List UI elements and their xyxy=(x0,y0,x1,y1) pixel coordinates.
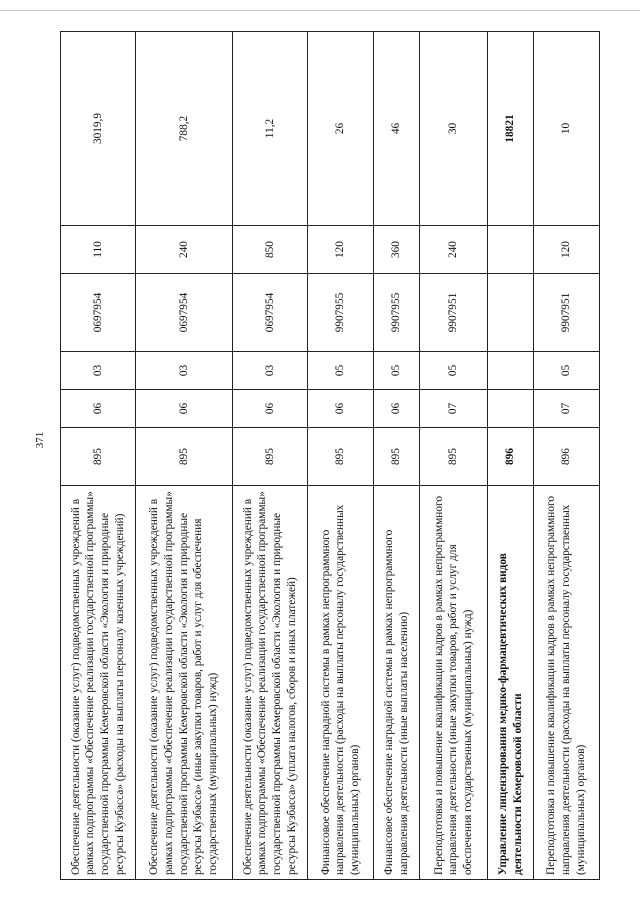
row-description: Финансовое обеспечение наградной системы в рамках непрограммного направления деятельности (иные выплаты населению) xyxy=(374,486,420,880)
expense-type-code: 850 xyxy=(233,226,308,274)
table-row xyxy=(61,32,136,880)
table-body xyxy=(61,32,600,880)
target-article-code: 9907951 xyxy=(533,274,599,352)
amount-value: 46 xyxy=(374,32,420,226)
target-article-code xyxy=(488,274,534,352)
top-rule xyxy=(0,10,640,11)
subsection-code: 05 xyxy=(419,352,487,390)
ved-code: 895 xyxy=(374,428,420,486)
ved-code: 895 xyxy=(233,428,308,486)
expense-type-code: 240 xyxy=(419,226,487,274)
row-description: Обеспечение деятельности (оказание услуг) подведомственных учреждений в рамках подпрограммы «Обеспечение реализации государственной программы» государственной программы Кемеровской области «Экология и природные ресурсы Кузбасса» (расходы на выплаты персоналу казенных учреждений) xyxy=(61,486,136,880)
section-code: 06 xyxy=(308,390,374,428)
subsection-code: 03 xyxy=(135,352,232,390)
amount-value: 26 xyxy=(308,32,374,226)
row-description: Обеспечение деятельности (оказание услуг) подведомственных учреждений в рамках подпрограммы «Обеспечение реализации государственной программы» государственной программы Кемеровской области «Экология и природные ресурсы Кузбасса» (уплата налогов, сборов и иных платежей) xyxy=(233,486,308,880)
expense-type-code xyxy=(488,226,534,274)
row-description: Переподготовка и повышение квалификации кадров в рамках непрограммного направления деятельности (расходы на выплаты персоналу государственных (муниципальных) органов) xyxy=(533,486,599,880)
subsection-code xyxy=(488,352,534,390)
rotated-page xyxy=(60,32,600,880)
amount-value: 10 xyxy=(533,32,599,226)
target-article-code: 0697954 xyxy=(61,274,136,352)
page-number: 371 xyxy=(34,431,46,449)
expense-type-code: 120 xyxy=(533,226,599,274)
table-row xyxy=(533,32,599,880)
section-code xyxy=(488,390,534,428)
amount-value: 11,2 xyxy=(233,32,308,226)
amount-value: 18821 xyxy=(488,32,534,226)
expense-type-code: 240 xyxy=(135,226,232,274)
section-code: 06 xyxy=(61,390,136,428)
ved-code: 896 xyxy=(533,428,599,486)
table-row xyxy=(135,32,232,880)
row-description: Финансовое обеспечение наградной системы в рамках непрограммного направления деятельности (расходы на выплаты персоналу государственных (муниципальных) органов) xyxy=(308,486,374,880)
row-description: Обеспечение деятельности (оказание услуг) подведомственных учреждений в рамках подпрограммы «Обеспечение реализации государственной программы» государственной программы Кемеровской области «Экология и природные ресурсы Кузбасса» (иные закупки товаров, работ и услуг для обеспечения государственных (муниципальных) нужд) xyxy=(135,486,232,880)
budget-table xyxy=(60,31,600,880)
ved-code: 895 xyxy=(61,428,136,486)
table-row xyxy=(374,32,420,880)
target-article-code: 9907955 xyxy=(308,274,374,352)
section-code: 06 xyxy=(233,390,308,428)
expense-type-code: 120 xyxy=(308,226,374,274)
amount-value: 3019,9 xyxy=(61,32,136,226)
table-row xyxy=(233,32,308,880)
section-code: 06 xyxy=(135,390,232,428)
ved-code: 896 xyxy=(488,428,534,486)
table-row xyxy=(488,32,534,880)
section-code: 06 xyxy=(374,390,420,428)
subsection-code: 03 xyxy=(233,352,308,390)
section-code: 07 xyxy=(419,390,487,428)
amount-value: 788,2 xyxy=(135,32,232,226)
target-article-code: 0697954 xyxy=(233,274,308,352)
subsection-code: 05 xyxy=(374,352,420,390)
target-article-code: 9907955 xyxy=(374,274,420,352)
section-code: 07 xyxy=(533,390,599,428)
target-article-code: 0697954 xyxy=(135,274,232,352)
ved-code: 895 xyxy=(308,428,374,486)
subsection-code: 05 xyxy=(308,352,374,390)
row-description: Управление лицензирования медико-фармацевтических видов деятельности Кемеровской области xyxy=(488,486,534,880)
ved-code: 895 xyxy=(419,428,487,486)
ved-code: 895 xyxy=(135,428,232,486)
table-row xyxy=(308,32,374,880)
expense-type-code: 360 xyxy=(374,226,420,274)
row-description: Переподготовка и повышение квалификации кадров в рамках непрограммного направления деятельности (иные закупки товаров, работ и услуг для обеспечения государственных (муниципальных) нужд) xyxy=(419,486,487,880)
subsection-code: 05 xyxy=(533,352,599,390)
target-article-code: 9907951 xyxy=(419,274,487,352)
amount-value: 30 xyxy=(419,32,487,226)
expense-type-code: 110 xyxy=(61,226,136,274)
subsection-code: 03 xyxy=(61,352,136,390)
table-row xyxy=(419,32,487,880)
